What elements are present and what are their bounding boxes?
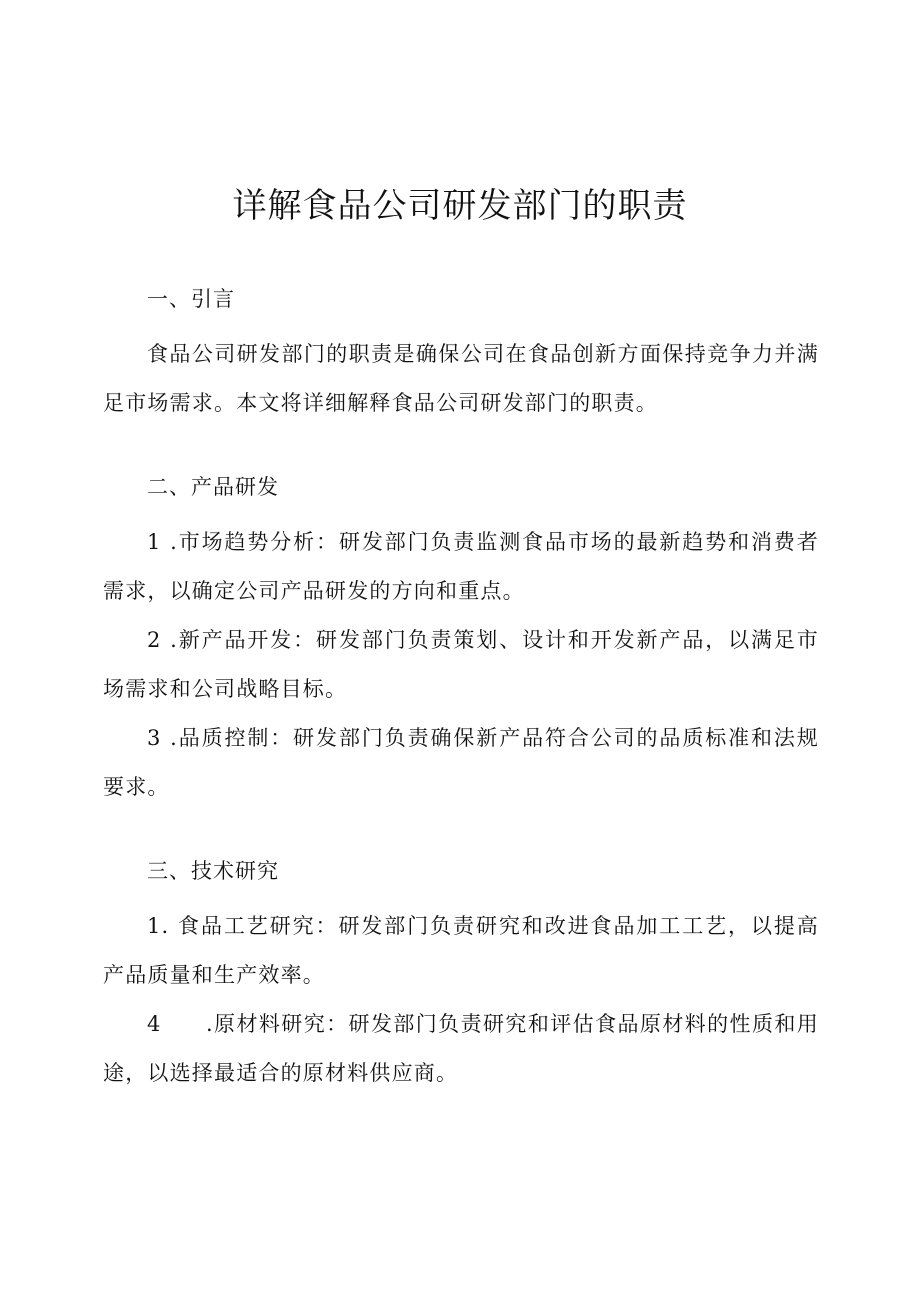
section-heading: 二、产品研发 — [147, 475, 279, 499]
paragraph: 4 .原材料研究：研发部门负责研究和评估食品原材料的性质和用途，以选择最适合的原材料供应商。 — [103, 1012, 819, 1085]
section-product-development — [103, 470, 819, 812]
paragraph: 食品公司研发部门的职责是确保公司在食品创新方面保持竞争力并满足市场需求。本文将详细解释食品公司研发部门的职责。 — [103, 342, 819, 415]
section-spacer — [103, 812, 819, 854]
paragraph: 3 .品质控制：研发部门负责确保新产品符合公司的品质标准和法规要求。 — [103, 726, 819, 799]
section-introduction — [103, 282, 819, 428]
document-title: 详解食品公司研发部门的职责 — [232, 186, 688, 226]
document-body — [103, 282, 819, 1098]
paragraph: 1. 食品工艺研究：研发部门负责研究和改进食品加工工艺，以提高产品质量和生产效率。 — [103, 914, 819, 987]
section-technical-research — [103, 854, 819, 1098]
paragraph: 1 .市场趋势分析：研发部门负责监测食品市场的最新趋势和消费者需求，以确定公司产品研发的方向和重点。 — [103, 530, 819, 603]
section-spacer — [103, 428, 819, 470]
section-heading: 三、技术研究 — [147, 859, 279, 883]
section-heading: 一、引言 — [147, 287, 235, 311]
paragraph: 2 .新产品开发：研发部门负责策划、设计和开发新产品，以满足市场需求和公司战略目标。 — [103, 628, 819, 701]
